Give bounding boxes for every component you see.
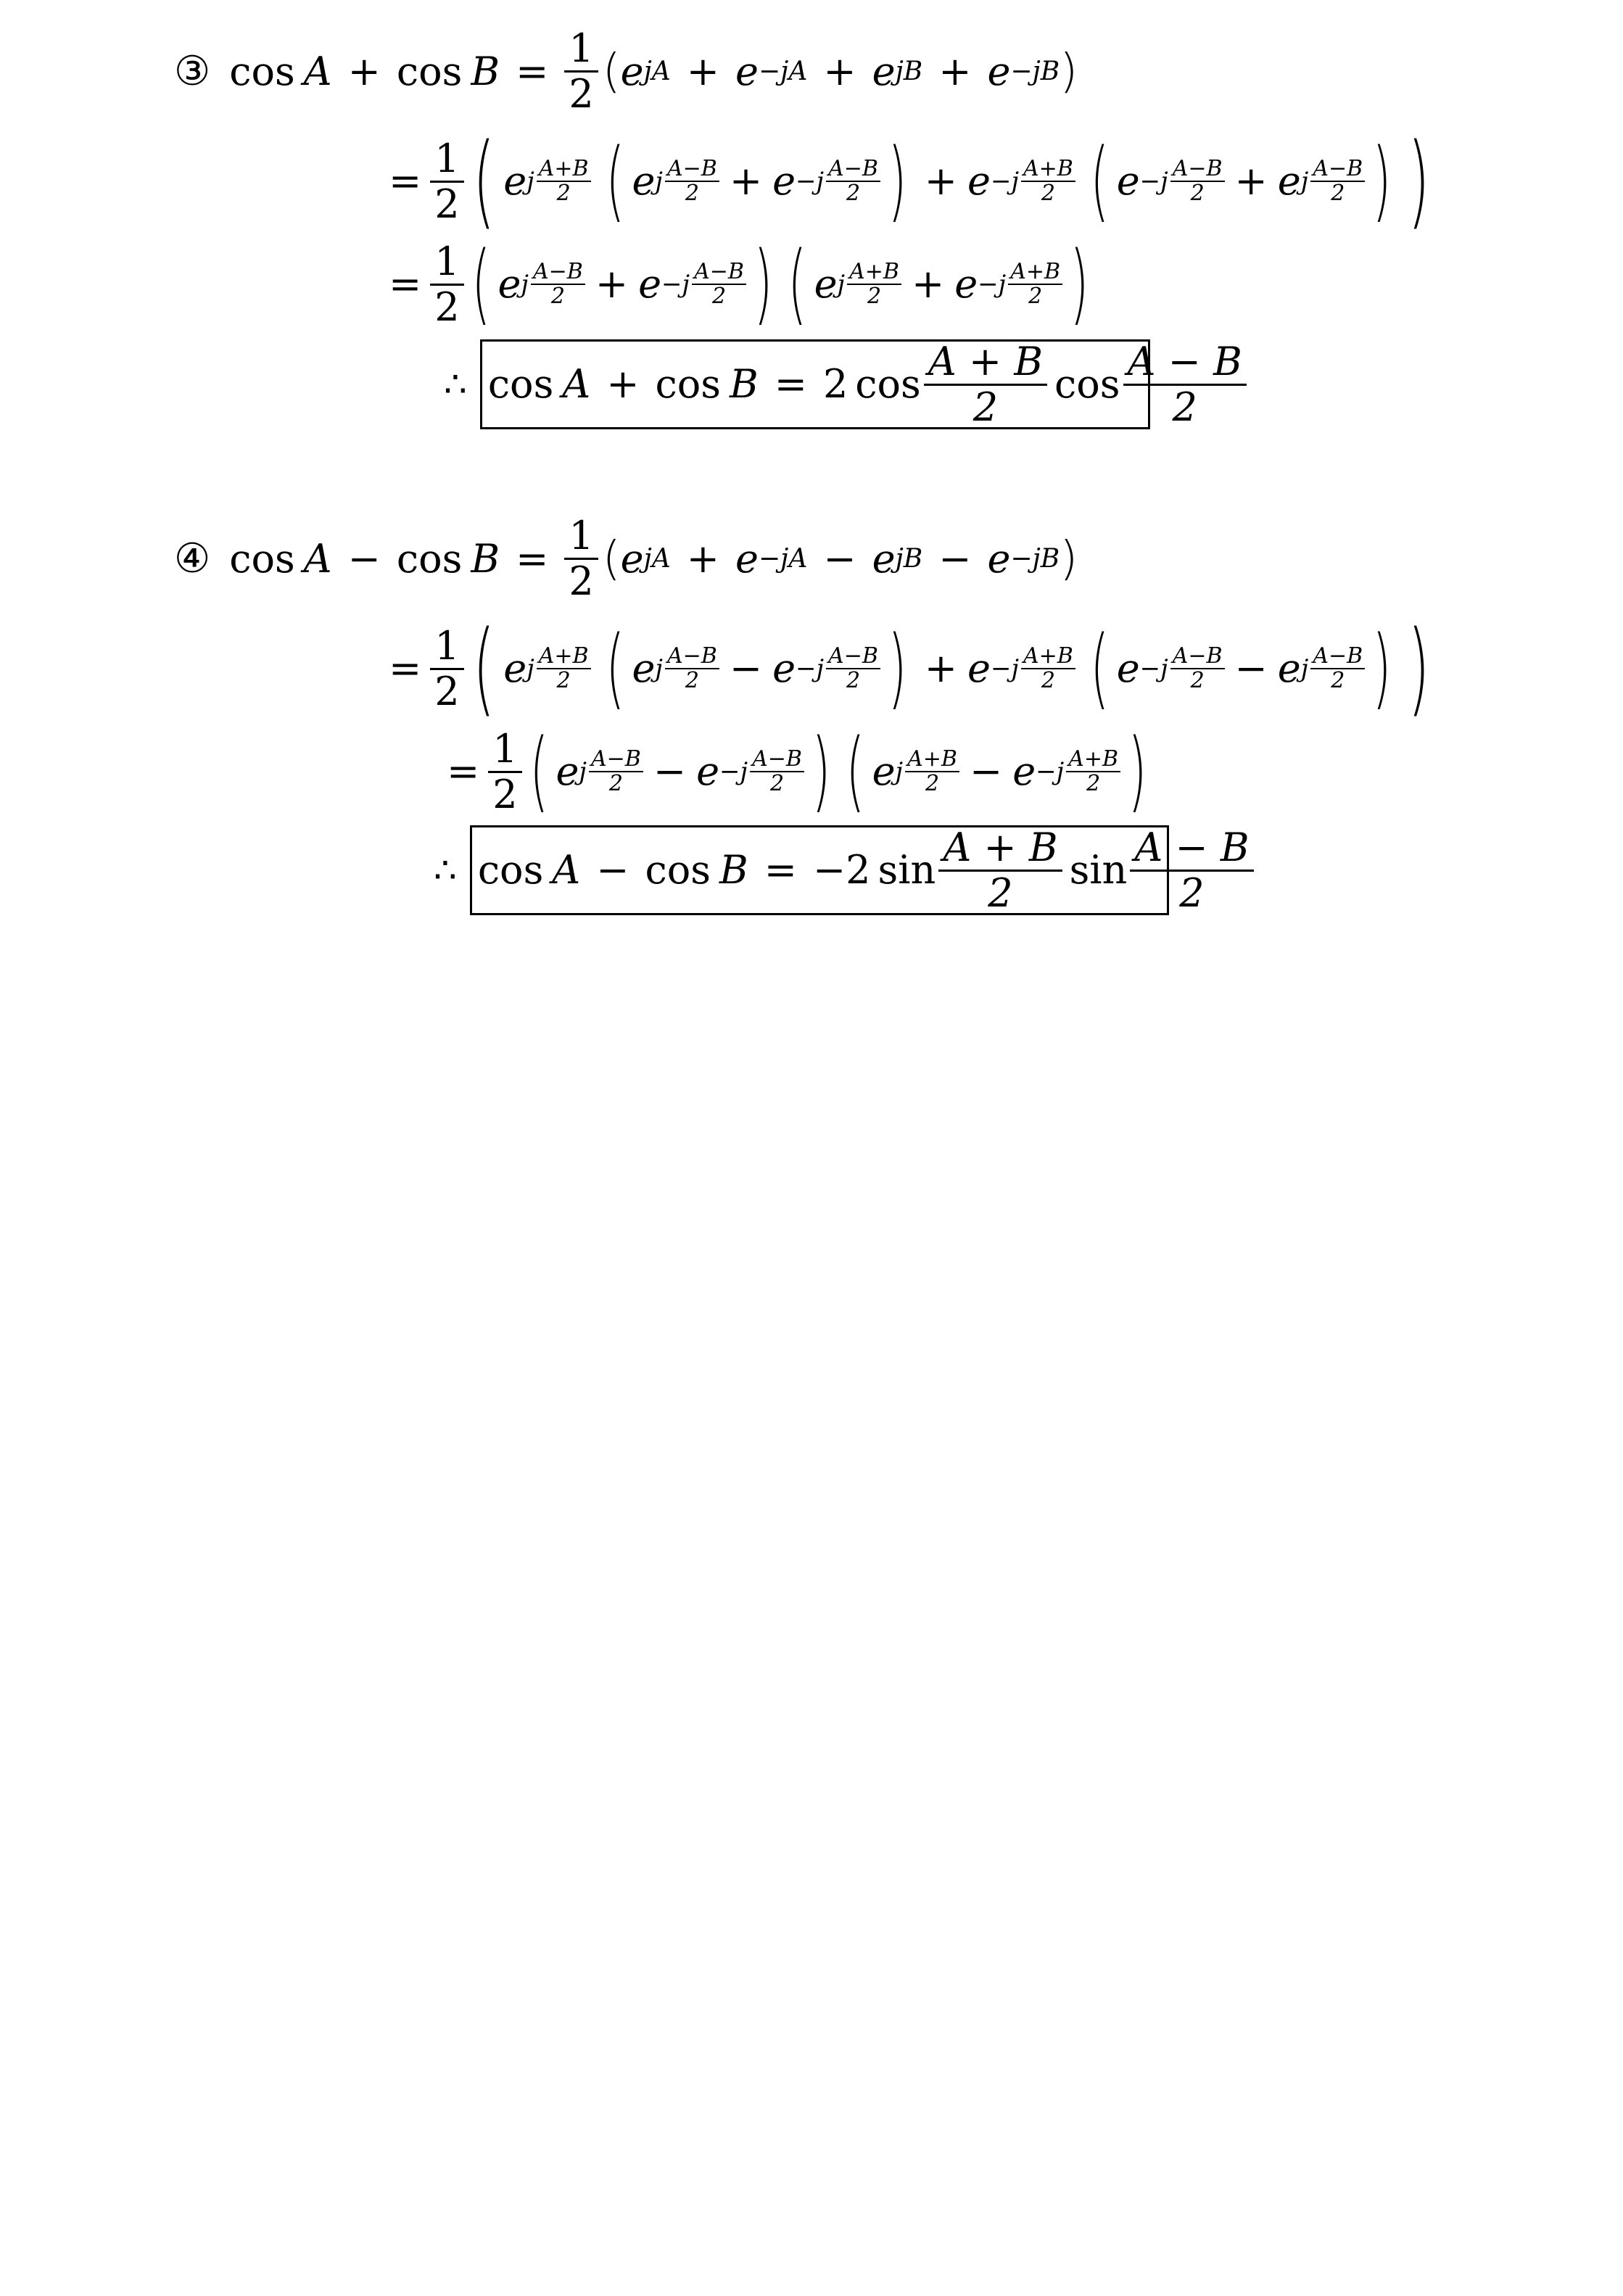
denominator: 2: [1172, 384, 1197, 430]
denominator: 2: [1179, 870, 1205, 916]
fraction-sum: [938, 824, 1062, 916]
paren-open: (: [606, 618, 624, 719]
numerator: A−B: [1170, 645, 1225, 669]
denominator: 2: [925, 771, 940, 796]
fraction-sum: [924, 338, 1047, 430]
fraction-half: [488, 725, 521, 817]
equals-sign: =: [516, 535, 549, 582]
exp-j: j: [655, 654, 663, 683]
denominator: 2: [1041, 181, 1055, 206]
var-b: B: [471, 535, 500, 582]
operator: +: [823, 48, 856, 94]
numerator: A−B: [1310, 645, 1365, 669]
exp-base: e: [503, 645, 527, 691]
paren-close: ): [1060, 44, 1078, 99]
exp-base: e: [967, 158, 991, 204]
exponent: [661, 261, 746, 307]
numerator: A−B: [589, 748, 643, 772]
numerator: A − B: [1123, 342, 1247, 386]
exponent: [1301, 645, 1365, 692]
numerator: A−B: [692, 261, 746, 285]
exponent: [521, 261, 585, 307]
numerator: A−B: [665, 645, 719, 669]
exponent: [978, 261, 1062, 307]
var-a: A: [552, 847, 581, 893]
exp-fraction: [1310, 158, 1365, 205]
denominator: 2: [1190, 181, 1205, 206]
operator: −: [347, 535, 381, 582]
fraction-diff: [1130, 824, 1253, 916]
equals-sign: =: [389, 645, 422, 691]
exp-fraction: [665, 158, 719, 205]
exp-j: j: [526, 654, 534, 683]
paren-open: (: [788, 234, 807, 334]
numerator: 1: [564, 516, 598, 560]
denominator: 2: [1190, 668, 1205, 693]
paren-close: ): [1408, 122, 1430, 240]
exponent: [526, 158, 590, 205]
paren-open: (: [606, 131, 624, 231]
denominator: 2: [434, 284, 460, 330]
paren-open: (: [1090, 618, 1110, 719]
var-b: B: [730, 361, 759, 407]
exp-base: e: [772, 158, 796, 204]
exp-j: −j: [990, 654, 1019, 683]
exp-j: j: [1300, 167, 1309, 196]
paren-close: ): [753, 234, 773, 334]
s4-line2: [389, 609, 1439, 727]
numerator: 1: [430, 139, 463, 183]
exp-base: e: [1277, 158, 1301, 204]
fn-cos: cos: [1054, 361, 1120, 407]
fn-sin: sin: [1069, 847, 1128, 893]
numerator: A+B: [537, 645, 591, 669]
fn-cos: cos: [396, 535, 463, 582]
numerator: 1: [488, 730, 521, 773]
paren-close: ): [1372, 131, 1392, 231]
numerator: A − B: [1130, 828, 1253, 872]
operator: +: [606, 361, 640, 407]
paren-open: (: [1090, 131, 1110, 231]
denominator: 2: [1331, 668, 1345, 693]
exp-fraction: [1170, 158, 1225, 205]
exponent: −jB: [1010, 56, 1060, 86]
paren-close: ): [812, 721, 831, 822]
exponent: [655, 158, 719, 205]
exp-j: j: [837, 270, 846, 299]
numerator: A+B: [1008, 261, 1062, 285]
fraction-half: [430, 238, 463, 330]
exp-base: e: [632, 645, 656, 691]
exp-fraction: [665, 645, 719, 692]
numerator: A+B: [905, 748, 959, 772]
exp-base: e: [772, 645, 796, 691]
exp-base: e: [814, 261, 838, 307]
denominator: 2: [769, 771, 785, 796]
paren-close: ): [1128, 721, 1147, 822]
numerator: A−B: [1170, 158, 1225, 182]
exponent: −jA: [759, 543, 808, 574]
fn-cos: cos: [229, 48, 295, 94]
exp-base: e: [638, 261, 662, 307]
exp-fraction: [905, 748, 959, 795]
exponent: [838, 261, 901, 307]
paren-open: (: [846, 721, 865, 822]
denominator: 2: [685, 668, 699, 693]
therefore-symbol: ∴: [434, 849, 457, 891]
s3-line3: [389, 234, 1097, 334]
operator: −: [596, 847, 629, 893]
exp-base: e: [1116, 158, 1140, 204]
exp-base: e: [987, 535, 1011, 582]
operator: −: [729, 645, 763, 691]
numerator: 1: [430, 627, 463, 670]
exp-fraction: [537, 158, 591, 205]
fn-cos: cos: [487, 361, 554, 407]
denominator: 2: [867, 284, 882, 309]
exp-base: e: [967, 645, 991, 691]
operator: +: [1234, 158, 1268, 204]
exp-j: −j: [719, 757, 748, 786]
s3-number: ③: [174, 47, 211, 95]
paren-close: ): [888, 131, 907, 231]
s4-number: ④: [174, 534, 211, 582]
denominator: 2: [988, 870, 1013, 916]
exp-fraction: [1021, 158, 1075, 205]
operator: +: [686, 48, 720, 94]
exp-fraction: [692, 261, 746, 307]
exp-fraction: [1170, 645, 1225, 692]
var-a: A: [562, 361, 591, 407]
denominator: 2: [1041, 668, 1055, 693]
coefficient: −2: [812, 847, 871, 893]
exp-base: e: [872, 535, 896, 582]
numerator: A−B: [1310, 158, 1365, 182]
denominator: 2: [685, 181, 699, 206]
equals-sign: =: [774, 361, 807, 407]
equals-sign: =: [764, 847, 797, 893]
exponent: [991, 645, 1075, 692]
exponent: −jA: [759, 56, 808, 86]
exponent: [719, 748, 804, 795]
numerator: A+B: [537, 158, 591, 182]
exponent: −jB: [1010, 543, 1060, 574]
exp-j: j: [521, 270, 529, 299]
numerator: A−B: [826, 645, 880, 669]
exp-base: e: [497, 261, 521, 307]
exponent: jB: [895, 56, 923, 86]
numerator: 1: [564, 29, 598, 73]
exp-j: −j: [1036, 757, 1065, 786]
exp-fraction: [847, 261, 901, 307]
operator: +: [686, 535, 720, 582]
numerator: A + B: [938, 828, 1062, 872]
denominator: 2: [556, 668, 571, 693]
operator: +: [595, 261, 629, 307]
paren-open: (: [472, 122, 495, 240]
therefore-symbol: ∴: [444, 363, 467, 405]
denominator: 2: [846, 181, 861, 206]
exponent: [1140, 158, 1225, 205]
exponent: [796, 158, 880, 205]
var-b: B: [719, 847, 748, 893]
exp-fraction: [826, 158, 880, 205]
denominator: 2: [556, 181, 571, 206]
fraction-half: [430, 135, 463, 227]
exponent: jB: [895, 543, 923, 574]
denominator: 2: [1331, 181, 1345, 206]
exp-j: −j: [796, 167, 825, 196]
exp-fraction: [589, 748, 643, 795]
numerator: A−B: [665, 158, 719, 182]
paren-close: ): [888, 618, 907, 719]
result-box: [470, 824, 1250, 916]
s4-line1: [174, 513, 1078, 604]
exp-fraction: [826, 645, 880, 692]
paren-open: (: [602, 532, 621, 586]
fraction-half: [430, 622, 463, 714]
exp-j: j: [526, 167, 534, 196]
fn-cos: cos: [477, 847, 544, 893]
operator: +: [729, 158, 763, 204]
exp-fraction: [1021, 645, 1075, 692]
fn-cos: cos: [655, 361, 721, 407]
exponent: [991, 158, 1075, 205]
numerator: A−B: [750, 748, 804, 772]
exponent: [579, 748, 643, 795]
operator: +: [924, 158, 957, 204]
fn-cos: cos: [229, 535, 295, 582]
exponent: [1140, 645, 1225, 692]
exp-base: e: [735, 535, 759, 582]
equals-sign: =: [389, 261, 422, 307]
denominator: 2: [711, 284, 727, 309]
numerator: A+B: [1021, 645, 1075, 669]
coefficient: 2: [822, 361, 848, 407]
fraction-half: [564, 25, 598, 117]
paren-open: (: [529, 721, 548, 822]
exponent: [526, 645, 590, 692]
operator: −: [823, 535, 856, 582]
fn-cos: cos: [855, 361, 921, 407]
denominator: 2: [972, 384, 999, 430]
operator: +: [347, 48, 381, 94]
paren-close: ): [1372, 618, 1392, 719]
equals-sign: =: [447, 748, 480, 794]
exp-base: e: [872, 48, 896, 94]
exp-fraction: [1008, 261, 1062, 307]
fraction-half: [564, 513, 598, 604]
paren-open: (: [471, 234, 490, 334]
exponent: [896, 748, 959, 795]
exp-j: −j: [661, 270, 690, 299]
exp-fraction: [750, 748, 804, 795]
denominator: 2: [569, 71, 594, 117]
operator: −: [653, 748, 687, 794]
fn-cos: cos: [396, 48, 463, 94]
exponent: jA: [643, 543, 671, 574]
var-a: A: [303, 535, 332, 582]
s3-result: [444, 338, 1242, 430]
denominator: 2: [569, 558, 594, 604]
s3-line1: [174, 25, 1078, 117]
exp-base: e: [735, 48, 759, 94]
denominator: 2: [434, 181, 460, 227]
paren-open: (: [602, 44, 621, 99]
numerator: A+B: [1066, 748, 1120, 772]
exp-base: e: [620, 48, 644, 94]
operator: −: [1234, 645, 1268, 691]
denominator: 2: [550, 284, 565, 309]
denominator: 2: [608, 771, 623, 796]
exp-base: e: [503, 158, 527, 204]
exp-j: j: [655, 167, 663, 196]
exp-base: e: [620, 535, 644, 582]
denominator: 2: [846, 668, 861, 693]
denominator: 2: [434, 668, 460, 714]
denominator: 2: [1028, 284, 1043, 309]
exp-base: e: [987, 48, 1011, 94]
equals-sign: =: [516, 48, 549, 94]
exponent: [796, 645, 880, 692]
exponent: [1036, 748, 1120, 795]
exp-base: e: [954, 261, 978, 307]
exp-base: e: [556, 748, 579, 794]
exp-j: −j: [1139, 654, 1168, 683]
exp-j: −j: [978, 270, 1007, 299]
equals-sign: =: [389, 158, 422, 204]
exp-j: −j: [796, 654, 825, 683]
fn-cos: cos: [645, 847, 711, 893]
fn-sin: sin: [877, 847, 936, 893]
var-a: A: [303, 48, 332, 94]
paren-close: ): [1408, 609, 1430, 727]
s3-line2: [389, 122, 1439, 240]
numerator: A+B: [1021, 158, 1075, 182]
numerator: A+B: [847, 261, 901, 285]
exp-j: −j: [1139, 167, 1168, 196]
exp-j: j: [1300, 654, 1309, 683]
exponent: jA: [643, 56, 671, 86]
operator: +: [924, 645, 957, 691]
s4-result: [434, 824, 1250, 916]
fraction-diff: [1123, 338, 1247, 430]
denominator: 2: [492, 771, 518, 817]
exp-base: e: [696, 748, 720, 794]
exp-base: e: [1277, 645, 1301, 691]
numerator: A + B: [924, 342, 1047, 386]
denominator: 2: [1086, 771, 1101, 796]
paren-close: ): [1060, 532, 1078, 586]
operator: +: [911, 261, 945, 307]
exponent: [655, 645, 719, 692]
exp-base: e: [1116, 645, 1140, 691]
result-box: [480, 338, 1242, 430]
exp-fraction: [531, 261, 585, 307]
exp-base: e: [1012, 748, 1036, 794]
exp-fraction: [1066, 748, 1120, 795]
numerator: A−B: [531, 261, 585, 285]
paren-open: (: [472, 609, 495, 727]
operator: −: [969, 748, 1003, 794]
exp-base: e: [872, 748, 896, 794]
numerator: A−B: [826, 158, 880, 182]
exp-j: j: [895, 757, 904, 786]
operator: −: [938, 535, 972, 582]
exp-fraction: [537, 645, 591, 692]
var-b: B: [471, 48, 500, 94]
exponent: [1301, 158, 1365, 205]
exp-j: −j: [990, 167, 1019, 196]
exp-j: j: [579, 757, 587, 786]
exp-base: e: [632, 158, 656, 204]
paren-close: ): [1070, 234, 1089, 334]
exp-fraction: [1310, 645, 1365, 692]
s4-line3: [447, 721, 1155, 822]
operator: +: [938, 48, 972, 94]
numerator: 1: [430, 242, 463, 286]
